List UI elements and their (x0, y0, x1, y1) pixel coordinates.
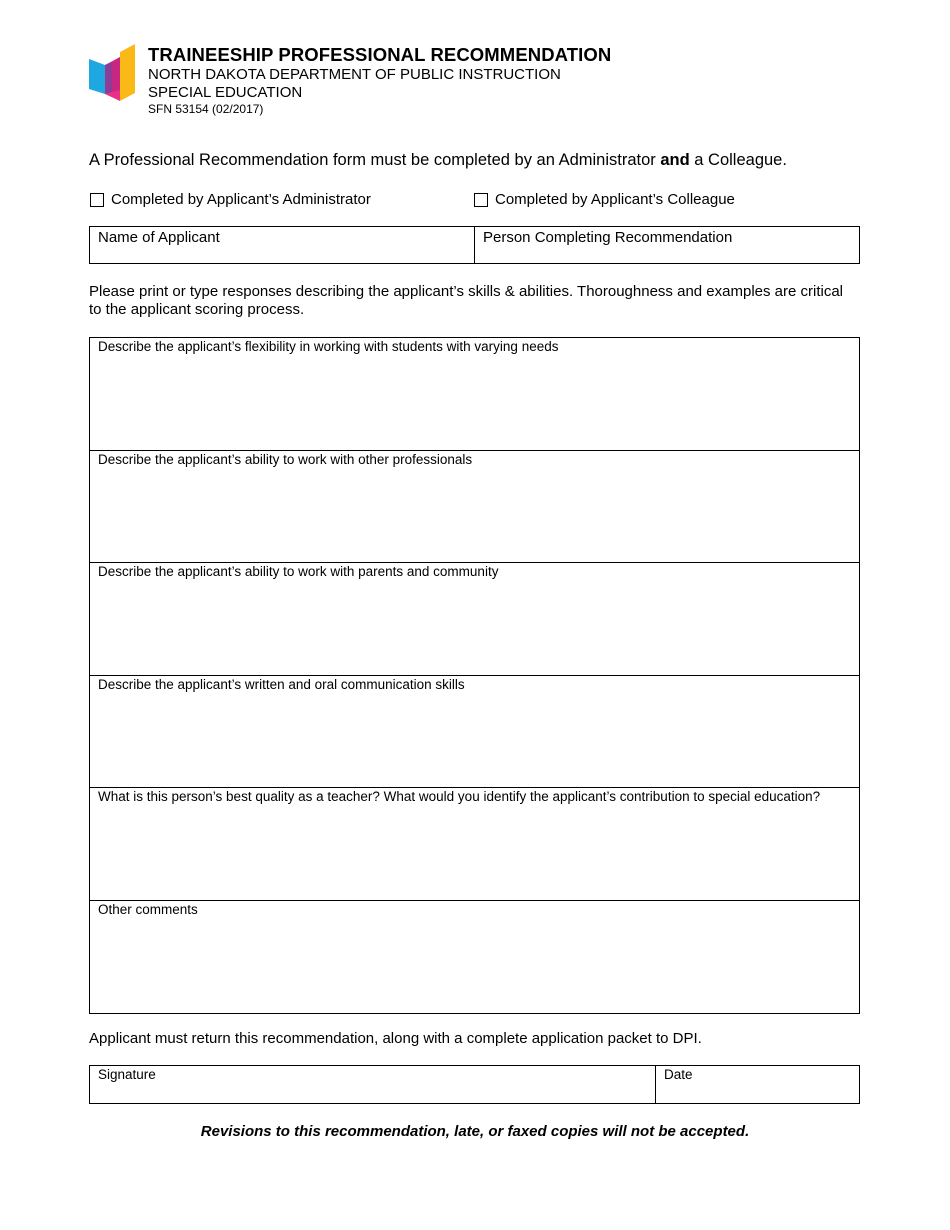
intro-text-start: A Professional Recommendation form must be completed by an Administrator (89, 151, 661, 169)
question-best-quality-field[interactable] (90, 788, 859, 901)
question-label: Describe the applicant’s flexibility in working with students with varying needs (98, 339, 559, 354)
footer-notice: Revisions to this recommendation, late, or faxed copies will not be accepted. (200, 1123, 750, 1140)
question-label: Describe the applicant’s written and oral communication skills (98, 676, 465, 692)
question-professionals-field[interactable] (90, 451, 859, 564)
question-parents-community-field[interactable] (90, 563, 859, 676)
names-row (89, 226, 860, 264)
ndpi-logo-icon (89, 44, 137, 104)
date-label: Date (664, 1067, 693, 1082)
division-name: SPECIAL EDUCATION (148, 84, 303, 101)
colleague-checkbox-label: Completed by Applicant’s Colleague (495, 191, 735, 208)
questions-table (89, 337, 860, 1014)
administrator-checkbox[interactable] (90, 193, 104, 207)
date-field[interactable] (656, 1066, 859, 1103)
form-number: SFN 53154 (02/2017) (148, 102, 264, 116)
signature-row (89, 1065, 860, 1104)
person-completing-field[interactable] (475, 227, 859, 263)
instructions-text: Please print or type responses describing the applicant’s skills & abilities. Thoroughness and examples are critical to the applicant scoring process. (89, 283, 844, 318)
intro-text (89, 151, 787, 170)
form-header (148, 44, 611, 117)
applicant-name-field[interactable] (90, 227, 475, 263)
administrator-checkbox-label: Completed by Applicant’s Administrator (111, 191, 371, 208)
question-flexibility-field[interactable] (90, 338, 859, 451)
form-title: TRAINEESHIP PROFESSIONAL RECOMMENDATION (148, 44, 612, 65)
question-label: Describe the applicant’s ability to work with parents and community (98, 564, 499, 579)
question-label: What is this person’s best quality as a teacher? What would you identify the applicant’s contribution to special education? (98, 789, 821, 804)
question-label: Other comments (98, 901, 198, 917)
administrator-option[interactable] (90, 191, 371, 208)
intro-text-end: a Colleague. (689, 151, 787, 169)
return-note: Applicant must return this recommendation, along with a complete application packet to DPI. (89, 1030, 702, 1047)
colleague-checkbox[interactable] (474, 193, 488, 207)
colleague-option[interactable] (474, 191, 735, 208)
intro-text-bold: and (660, 151, 690, 169)
department-name: NORTH DAKOTA DEPARTMENT OF PUBLIC INSTRUCTION (148, 66, 561, 83)
person-completing-label: Person Completing Recommendation (483, 229, 733, 246)
other-comments-field[interactable] (90, 901, 859, 1014)
signature-field[interactable] (90, 1066, 656, 1103)
question-label: Describe the applicant’s ability to work with other professionals (98, 451, 473, 467)
question-communication-field[interactable] (90, 676, 859, 789)
applicant-name-label: Name of Applicant (98, 229, 220, 246)
signature-label: Signature (98, 1067, 156, 1082)
